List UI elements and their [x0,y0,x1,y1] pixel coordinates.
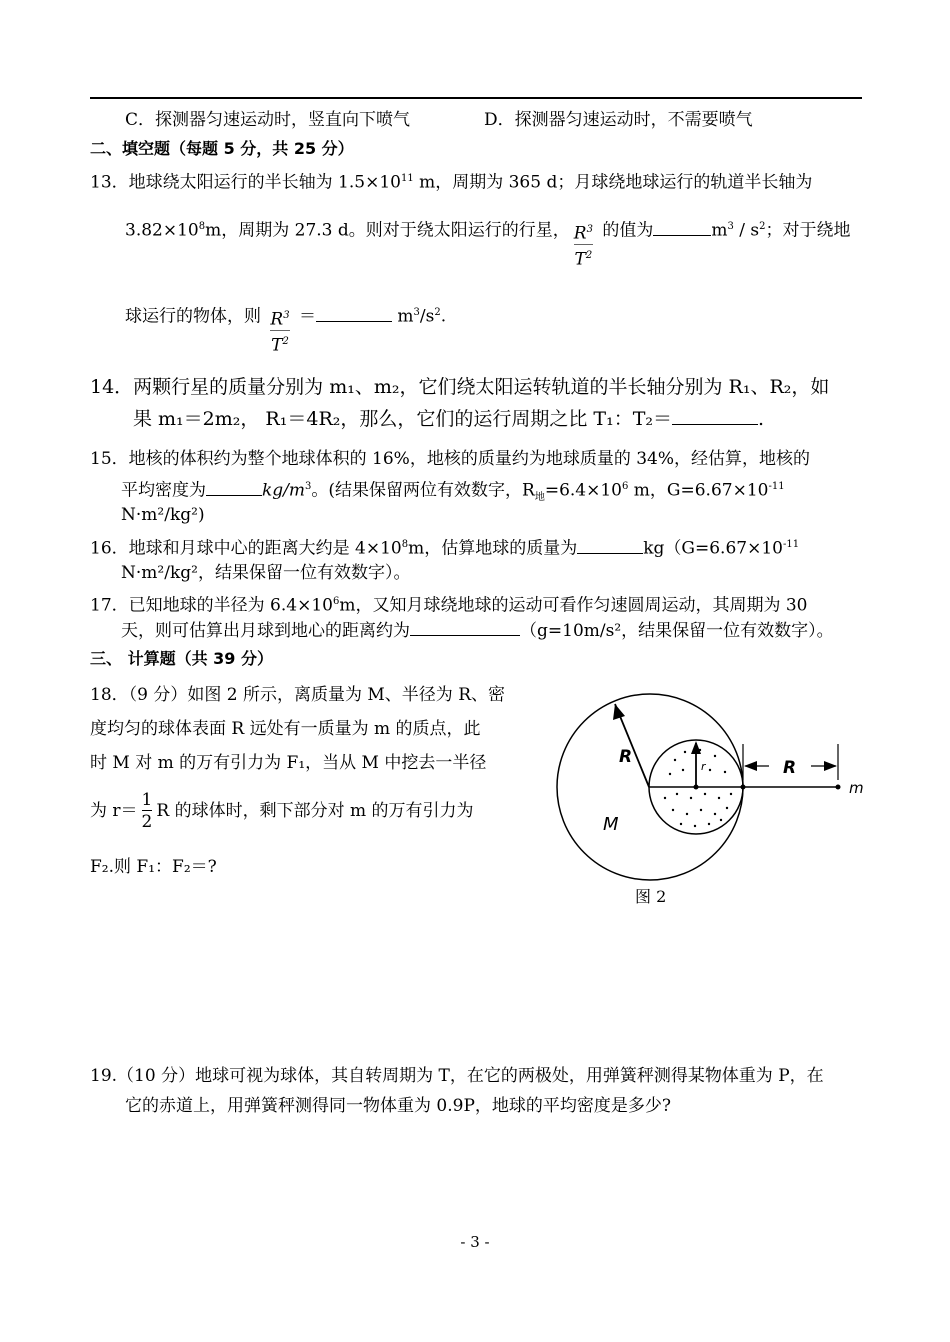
section2-title: 二、填空题（每题 5 分，共 25 分） [90,139,354,158]
option-c: C．探测器匀速运动时，竖直向下喷气 [125,110,411,130]
q17-line2: 天，则可估算出月球到地心的距离约为 （g=10m/s²，结果保留一位有效数字）。 [121,621,834,641]
q15-line3: N·m²/kg²) [121,505,205,525]
q16-answer-blank[interactable] [577,537,643,554]
header-rule [90,97,862,99]
figure-2-diagram [555,690,875,910]
q17-line1: 17．已知地球的半径为 $6.4\times 10^6m$，又知月球绕地球的运动可看作匀速圆周运动，其周期为 30 [90,595,808,616]
section3-title: 三、 计算题（共 39 分） [90,649,273,668]
q19-line2: 它的赤道上，用弹簧秤测得同一物体重为 0.9P，地球的平均密度是多少? [125,1096,671,1116]
page-number: - 3 - [460,1233,490,1251]
q18-fraction: $\frac{1}{2}$ [141,790,153,832]
mass-point-dot [836,785,841,790]
q17-answer-blank[interactable] [410,619,520,636]
label-small-r: r [701,760,706,773]
surface-point-dot [741,785,746,790]
q14-answer-blank[interactable] [672,408,758,425]
label-m: m [849,779,864,797]
option-d: D．探测器匀速运动时，不需要喷气 [484,110,753,130]
q13-fraction-2: $\frac{R^3}{T^2}$ [270,309,290,356]
q19-line1: 19.（10 分）地球可视为球体，其自转周期为 T，在它的两极处，用弹簧秤测得某物体重为 P，在 [90,1066,824,1086]
q13-fraction: $\frac{R^3}{T^2}$ [573,223,593,270]
dim-arrow-right [824,761,837,771]
q15-answer-blank[interactable] [206,479,262,496]
q16-line2: N·m²/kg²，结果保留一位有效数字）。 [121,563,411,583]
big-radius-arrowhead [613,704,625,720]
q18-line1: 18．（9 分）如图 2 所示，离质量为 M、半径为 R、密 [90,685,505,705]
q18-line5: F₂.则 F₁：F₂＝? [90,857,217,877]
q13-line3: 球运行的物体，则 $\frac{R^3}{T^2}$ ＝ $m^3/s^2$. [125,306,447,356]
q16-line1: 16．地球和月球中心的距离大约是 $4\times 10^8m$，估算地球的质量为 $kg(G=6.67\times 10^{-11}$ [90,538,800,559]
q18-line2: 度均匀的球体表面 R 远处有一质量为 m 的质点，此 [90,719,481,739]
small-radius-arrowhead [691,741,701,754]
dim-arrow-left [744,761,757,771]
q15-line1: 15．地核的体积约为整个地球体积的 16%，地核的质量约为地球质量的 34%，经估算，地核的 [90,449,811,469]
q15-line2: 平均密度为 $kg/m^3$。(结果保留两位有效数字，$R_地=6.4\times 10^6$ m，$G=6.67\times 10^{-11}$ [121,480,785,504]
label-distance-r: R [783,758,797,778]
q13-answer-blank-2[interactable] [316,305,392,322]
q13-line1: 13．地球绕太阳运行的半长轴为 $1.5\times 10^{11}$ m，周期为 365 d；月球绕地球运行的轨道半长轴为 [90,172,813,193]
q14-line1: 14．两颗行星的质量分别为 m₁、m₂，它们绕太阳运转轨道的半长轴分别为 R₁、R₂，如 [90,376,830,398]
q14-line2: 果 m₁＝2m₂， R₁＝4R₂，那么，它们的运行周期之比 T₁：T₂＝ . [133,408,765,430]
q18-line4: 为 r＝ $\frac{1}{2}$ R 的球体时，剩下部分对 m 的万有引力为 [90,790,474,832]
q13-line2: $3.82\times 10^8m$，周期为 27.3 d。则对于绕太阳运行的行星， $\frac{R^3}{T^2}$ 的值为 $m^3 / s^2$；对于绕地 [125,220,851,270]
figure-caption: 图 2 [635,887,667,906]
q13-answer-blank-1[interactable] [653,219,711,236]
label-big-m: M [603,814,619,835]
label-big-r: R [619,747,633,767]
q18-line3: 时 M 对 m 的万有引力为 F₁，当从 M 中挖去一半径 [90,753,487,773]
